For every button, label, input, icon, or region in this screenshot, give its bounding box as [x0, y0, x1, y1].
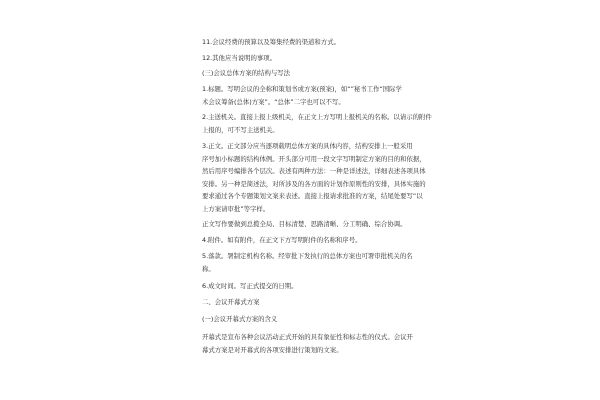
- text-line: 上报的，可不写主送机关。: [202, 125, 279, 134]
- text-line: 2.主送机关。直接上报上级机关，在正文上方写明上报机关的名称。以请示的附件: [202, 113, 432, 121]
- paragraph-body: [202, 140, 426, 215]
- paragraph-recipient: [202, 111, 432, 136]
- paragraph-budget: [202, 36, 398, 49]
- text-line: 要求通过各个专题策划文案来表述。直接上报请求批准的方案，结尾处要写“以: [202, 192, 423, 200]
- text-line: 序号加小标题的结构体例。开头部分可用一段文字写明制定方案的目的和依据，: [202, 154, 426, 163]
- text-line: 4.附件。如有附件，在正文下方写明附件的名称和序号。: [202, 236, 362, 244]
- section-heading-opening-meaning: [202, 313, 398, 326]
- text-line: 正文写作要做到总揽全局、目标清楚、思路清晰、分工明确、综合协调。: [202, 220, 407, 228]
- paragraph-opening-definition: [202, 331, 413, 356]
- text-line: 开幕式是宣布各种会议活动正式开始的具有象征性和标志性的仪式。会议开: [202, 333, 413, 341]
- paragraph-title: [202, 83, 402, 108]
- text-line: 5.落款。署制定机构名称。经审批下发执行的总体方案也可署审批机关的名: [202, 252, 413, 260]
- text-line: (一)会议开幕式方案的含义: [202, 315, 278, 323]
- section-heading-structure: [202, 67, 398, 80]
- text-line: 11.会议经费的预算以及筹集经费的渠道和方式。: [202, 38, 340, 46]
- paragraph-body-requirements: [202, 218, 407, 231]
- text-line: 幕式方案是对开幕式的各项安排进行策划的文案。: [202, 345, 343, 354]
- text-line: (三)会议总体方案的结构与写法: [202, 69, 291, 77]
- text-line: 1.标题。写明会议的全称和策划书或方案(预案)，如“”秘书工作“国际学: [202, 85, 402, 93]
- text-line: 称。: [202, 264, 215, 273]
- paragraph-other-items: [202, 52, 398, 65]
- text-line: 上方案请审批”等字样。: [202, 204, 270, 213]
- paragraph-date: [202, 280, 398, 293]
- text-line: 3.正文。正文部分应当逐项载明总体方案的具体内容，结构安排上一般采用: [202, 142, 413, 150]
- paragraph-attachment: [202, 234, 398, 247]
- text-line: 12.其他应当说明的事项。: [202, 54, 277, 62]
- text-line: 二、会议开幕式方案: [202, 298, 260, 306]
- text-line: 6.成文时间。写正式提交的日期。: [202, 282, 298, 290]
- text-line: 安排。另一种是简述法，对所涉及的各方面的计划作原则性的安排，具体实施的: [202, 179, 426, 188]
- section-heading-opening: [202, 296, 398, 309]
- text-line: 术会议筹备(总体)方案”。“总体”二字也可以不写。: [202, 97, 345, 106]
- paragraph-signature: [202, 250, 413, 275]
- text-line: 然后用序号编排各个层次。表述有两种方法：一种是详述法，详细表述各项具体: [202, 167, 426, 175]
